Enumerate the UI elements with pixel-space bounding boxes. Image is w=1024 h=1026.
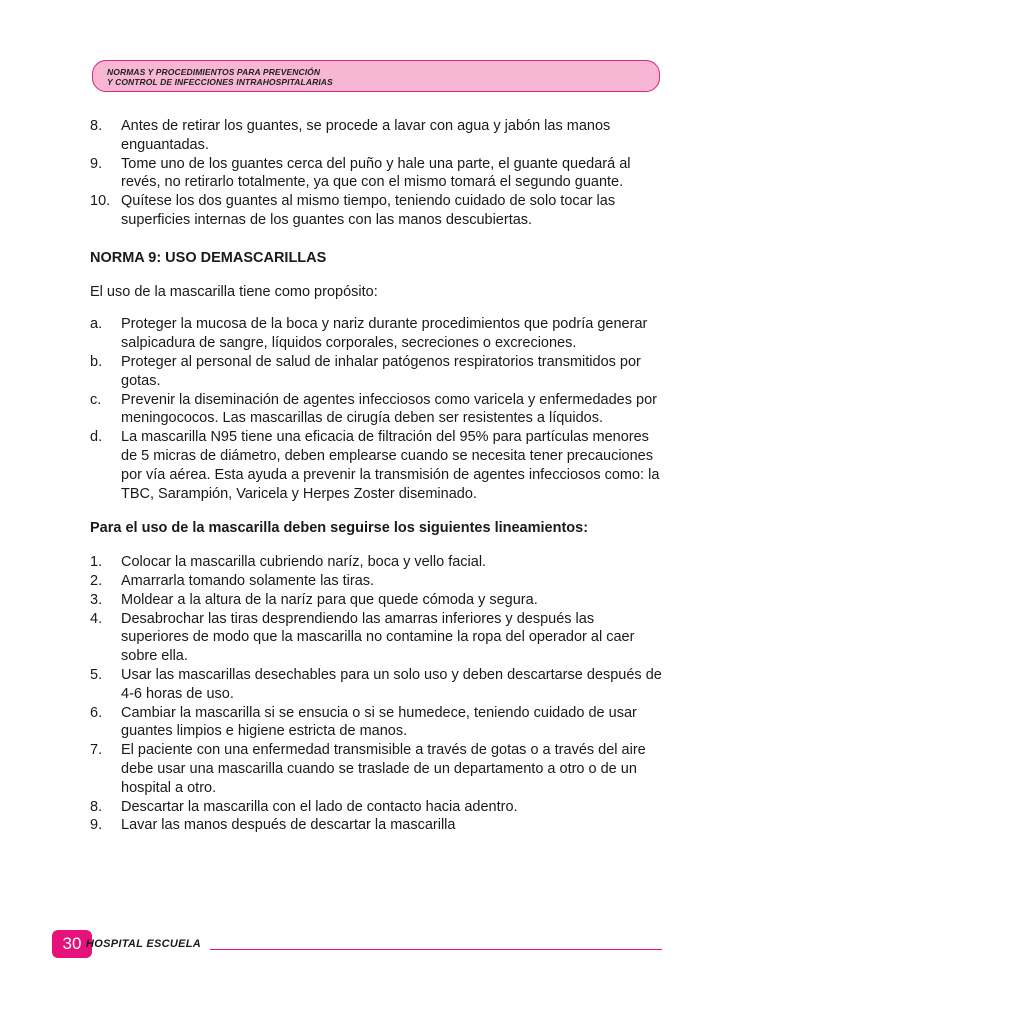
list-item [90, 816, 662, 835]
list-marker: d. [90, 429, 103, 446]
list-item [90, 315, 662, 353]
list-item [90, 117, 662, 155]
guidelines-heading: Para el uso de la mascarilla deben seguirse los siguientes lineamientos: [90, 520, 589, 537]
list-item [90, 391, 662, 429]
list-item-text: Proteger la mucosa de la boca y nariz durante procedimientos que podría generar salpicadura de sangre, líquidos corporales, secreciones o excreciones. [121, 316, 648, 352]
list-item-text: Moldear a la altura de la naríz para que quede cómoda y segura. [121, 591, 538, 608]
list-item-text: Antes de retirar los guantes, se procede a lavar con agua y jabón las manos enguantadas. [121, 118, 611, 153]
list-item-text: Proteger al personal de salud de inhalar patógenos respiratorios transmitidos por gotas. [121, 353, 641, 389]
list-item-text: Desabrochar las tiras desprendiendo las amarras inferiores y después las superiores de modo que la mascarilla no contamine la ropa del operador al caer sobre ella. [121, 610, 635, 665]
list-marker: 2. [90, 572, 103, 589]
page-footer [52, 930, 664, 960]
list-item [90, 591, 662, 610]
list-item-text: Colocar la mascarilla cubriendo naríz, boca y vello facial. [121, 554, 487, 571]
guidelines-list [90, 553, 662, 835]
list-marker: 5. [90, 666, 103, 683]
list-item-text: Prevenir la diseminación de agentes infecciosos como varicela y enfermedades por meningococos. Las mascarillas de cirugía deben ser resistentes a líquidos. [121, 391, 657, 427]
list-marker: 9. [90, 817, 103, 834]
list-item [90, 155, 662, 193]
page-number-badge: 30 [52, 930, 92, 958]
running-header-banner [92, 60, 660, 92]
list-item [90, 353, 662, 391]
list-marker: 10. [90, 193, 111, 210]
purposes-list [90, 315, 662, 503]
list-item-text: Lavar las manos después de descartar la mascarilla [121, 817, 456, 834]
list-item [90, 666, 662, 704]
list-item-text: El paciente con una enfermedad transmisible a través de gotas o a través del aire debe usar una mascarilla cuando se traslade de un departamento a otro o de un hospital a otro. [121, 742, 646, 796]
section-heading-norma-9: NORMA 9: USO DEMASCARILLAS [90, 249, 327, 266]
list-marker: a. [90, 316, 103, 333]
list-item-text: Quítese los dos guantes al mismo tiempo, teniendo cuidado de solo tocar las superficies internas de los guantes con las manos descubiertas. [121, 193, 616, 228]
list-item [90, 610, 662, 666]
list-marker: 7. [90, 742, 103, 759]
list-marker: 1. [90, 554, 103, 571]
list-item [90, 192, 662, 230]
list-item-text: Amarrarla tomando solamente las tiras. [121, 572, 375, 589]
list-item-text: La mascarilla N95 tiene una eficacia de filtración del 95% para partículas menores de 5 micras de diámetro, deben emplearse cuando se necesita tener precauciones por vía aérea. Esta ayuda a prevenir la transmisión de agentes infecciosos como: la TBC, Sarampión, Varicela y Herpes Zoster diseminado. [121, 429, 660, 502]
list-item-text: Descartar la mascarilla con el lado de contacto hacia adentro. [121, 798, 518, 815]
running-header-line-1: NORMAS Y PROCEDIMIENTOS PARA PREVENCIÓN [107, 67, 321, 77]
list-item [90, 798, 662, 817]
list-marker: 9. [90, 155, 103, 172]
glove-removal-steps-list [90, 117, 662, 230]
list-item [90, 553, 662, 572]
list-item [90, 428, 662, 503]
list-marker: c. [90, 391, 102, 408]
list-item-text: Usar las mascarillas desechables para un solo uso y deben descartarse después de 4-6 horas de uso. [121, 666, 662, 702]
list-marker: 3. [90, 591, 103, 608]
list-item-text: Cambiar la mascarilla si se ensucia o si se humedece, teniendo cuidado de usar guantes limpios e higiene estricta de manos. [121, 704, 637, 740]
footer-label: HOSPITAL ESCUELA [86, 938, 202, 950]
list-marker: 6. [90, 704, 103, 721]
list-item [90, 741, 662, 797]
list-item-text: Tome uno de los guantes cerca del puño y hale una parte, el guante quedará al revés, no retirarlo totalmente, ya que con el mismo tomará el segundo guante. [121, 155, 631, 191]
page-body [90, 117, 662, 835]
list-item [90, 572, 662, 591]
purpose-intro-paragraph: El uso de la mascarilla tiene como propósito: [90, 283, 378, 300]
list-marker: 8. [90, 798, 103, 815]
list-marker: 4. [90, 610, 103, 627]
list-marker: b. [90, 353, 103, 370]
footer-divider [210, 949, 662, 950]
running-header-line-2: Y CONTROL DE INFECCIONES INTRAHOSPITALARIAS [107, 77, 333, 87]
list-marker: 8. [90, 118, 103, 134]
list-item [90, 704, 662, 742]
